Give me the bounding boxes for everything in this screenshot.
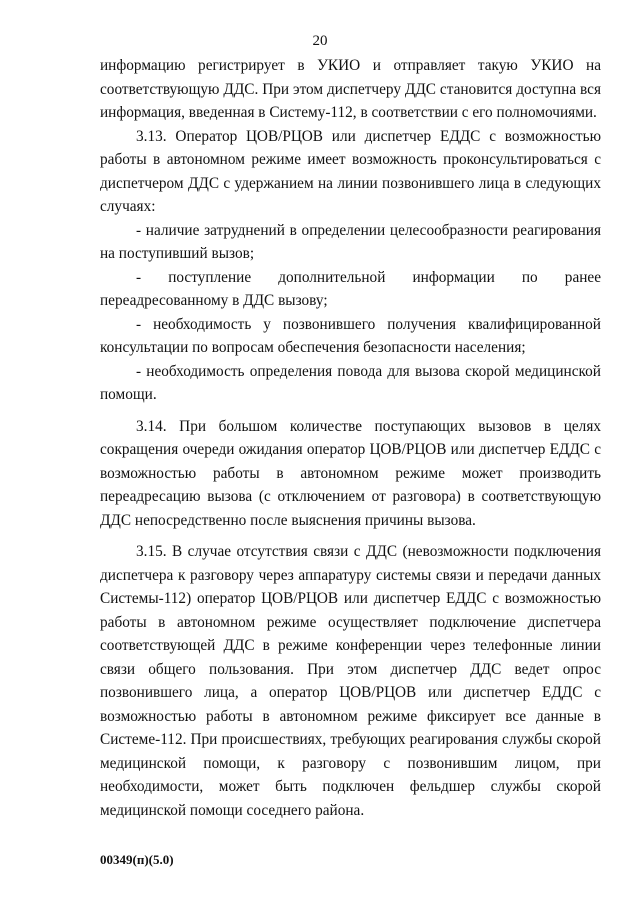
list-item-additional-info: - поступление дополнительной информации по ранее переадресованному в ДДС вызову; [100,268,601,309]
document-code: 00349(п)(5.0) [100,852,174,867]
list-item-ambulance: - необходимость определения повода для вызова скорой медицинской помощи. [100,362,601,403]
page-number: 20 [312,33,328,49]
paragraph-3-14: 3.14. При большом количестве поступающих вызовов в целях сокращения очереди ожидания оператор ЦОВ/РЦОВ или диспетчер ЕДДС с возможностью работы в автономном режиме может производить переадресацию вызова (с отключением от разговора) в соответствующую ДДС непосредственно после выяснения причины вызова. [100,417,601,529]
list-item-difficulty: - наличие затруднений в определении целесообразности реагирования на поступивший вызов; [100,221,601,262]
paragraph-3-13: 3.13. Оператор ЦОВ/РЦОВ или диспетчер ЕДДС с возможностью работы в автономном режиме имеет возможность проконсультироваться с диспетчером ДДС с удержанием на линии позвонившего лица в следующих случаях: [100,127,601,215]
document-body [100,54,601,822]
paragraph-3-15: 3.15. В случае отсутствия связи с ДДС (невозможности подключения диспетчера к разговору через аппаратуру системы связи и передачи данных Системы-112) оператор ЦОВ/РЦОВ или диспетчер ЕДДС с возможностью работы в автономном режиме осуществляет подключение диспетчера соответствующей ДДС в режиме конференции через телефонные линии связи общего пользования. При этом диспетчер ДДС ведет опрос позвонившего лица, а оператор ЦОВ/РЦОВ или диспетчер ЕДДС с возможностью работы в автономном режиме фиксирует все данные в Системе-112. При происшествиях, требующих реагирования службы скорой медицинской помощи, к разговору с позвонившим лицом, при необходимости, может быть подключен фельдшер службы скорой медицинской помощи соседнего района. [100,543,601,819]
list-item-consultation: - необходимость у позвонившего получения квалифицированной консультации по вопросам обеспечения безопасности населения; [100,315,601,356]
paragraph-continuation: информацию регистрирует в УКИО и отправляет такую УКИО на соответствующую ДДС. При этом диспетчеру ДДС становится доступна вся информация, введенная в Систему-112, в соответствии с его полномочиями. [100,57,601,121]
